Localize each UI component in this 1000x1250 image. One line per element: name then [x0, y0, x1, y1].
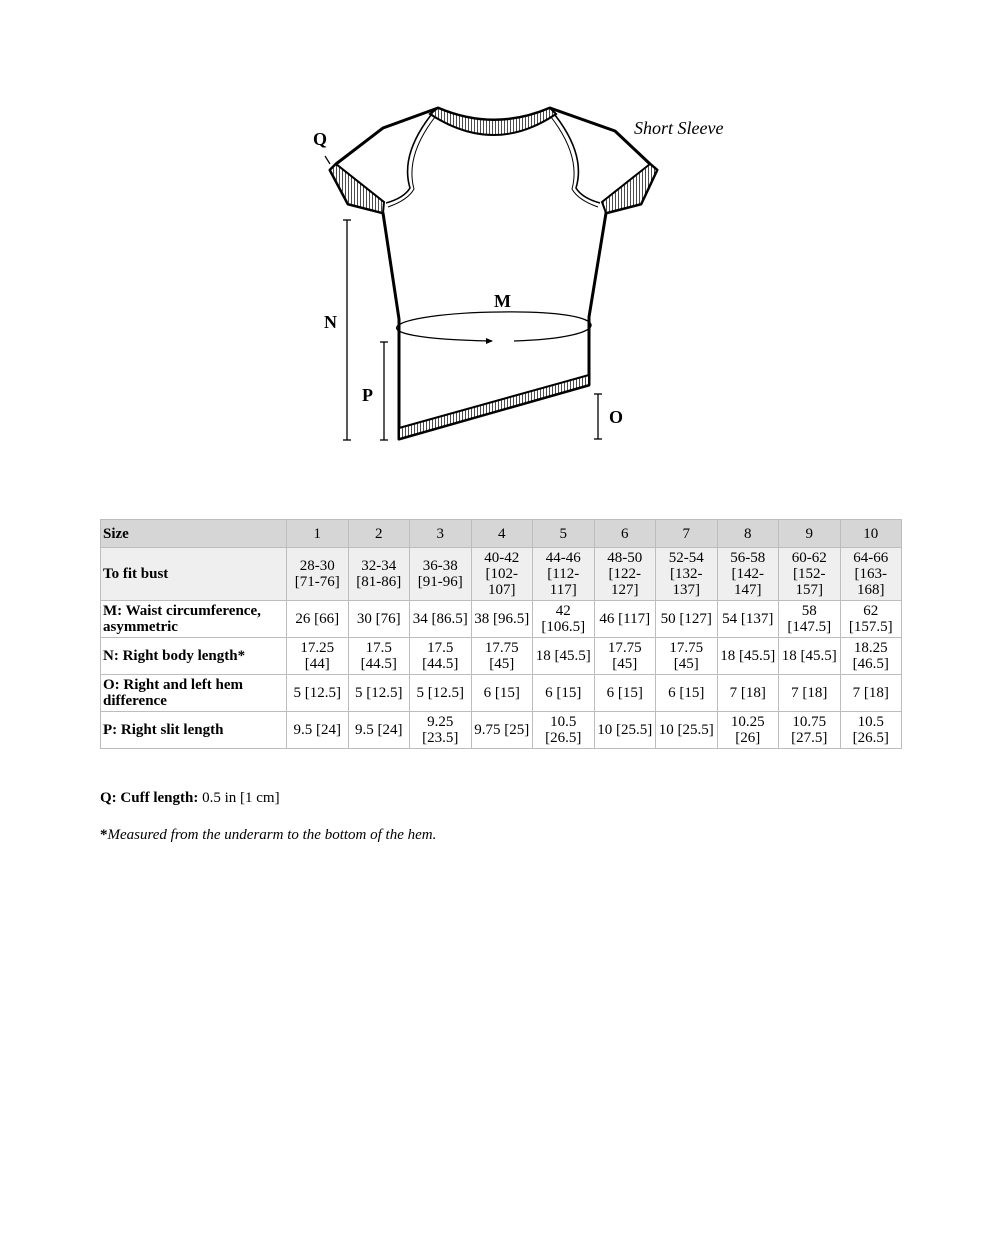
header-size-4: 4	[471, 520, 533, 548]
label-m: M	[494, 291, 511, 311]
label-p: P	[362, 385, 373, 405]
table-cell: 58 [147.5]	[779, 601, 841, 638]
header-size-1: 1	[287, 520, 349, 548]
cuff-length-note	[100, 791, 280, 806]
label-o: O	[609, 407, 624, 427]
table-cell: 10 [25.5]	[656, 712, 718, 749]
table-row	[101, 638, 902, 675]
garment-schematic	[300, 100, 760, 450]
table-cell: 5 [12.5]	[348, 675, 410, 712]
table-cell: 9.5 [24]	[348, 712, 410, 749]
table-cell: 9.25 [23.5]	[410, 712, 472, 749]
table-cell: 17.75 [45]	[656, 638, 718, 675]
table-row	[101, 548, 902, 601]
table-cell: 54 [137]	[717, 601, 779, 638]
table-cell: 17.5 [44.5]	[410, 638, 472, 675]
table-cell: 17.75 [45]	[594, 638, 656, 675]
table-cell: 17.75 [45]	[471, 638, 533, 675]
table-cell: 64-66 [163-168]	[840, 548, 902, 601]
table-row	[101, 675, 902, 712]
footnote	[100, 828, 436, 843]
garment-outline	[330, 108, 657, 439]
table-cell: 10.75 [27.5]	[779, 712, 841, 749]
row-label: To fit bust	[101, 548, 287, 601]
footnote-star: *	[100, 827, 108, 843]
table-cell: 50 [127]	[656, 601, 718, 638]
table-row	[101, 712, 902, 749]
table-cell: 42 [106.5]	[533, 601, 595, 638]
table-cell: 10.5 [26.5]	[533, 712, 595, 749]
table-cell: 10 [25.5]	[594, 712, 656, 749]
table-cell: 44-46 [112-117]	[533, 548, 595, 601]
row-label: N: Right body length*	[101, 638, 287, 675]
table-cell: 5 [12.5]	[410, 675, 472, 712]
table-cell: 6 [15]	[594, 675, 656, 712]
header-size-8: 8	[717, 520, 779, 548]
table-cell: 7 [18]	[840, 675, 902, 712]
table-cell: 28-30 [71-76]	[287, 548, 349, 601]
table-cell: 18 [45.5]	[533, 638, 595, 675]
row-label: M: Waist circumference, asymmetric	[101, 601, 287, 638]
header-size-7: 7	[656, 520, 718, 548]
table-cell: 10.5 [26.5]	[840, 712, 902, 749]
table-cell: 18 [45.5]	[717, 638, 779, 675]
table-cell: 9.5 [24]	[287, 712, 349, 749]
table-cell: 5 [12.5]	[287, 675, 349, 712]
row-label: P: Right slit length	[101, 712, 287, 749]
label-n: N	[324, 312, 337, 332]
table-cell: 32-34 [81-86]	[348, 548, 410, 601]
table-cell: 62 [157.5]	[840, 601, 902, 638]
header-size-3: 3	[410, 520, 472, 548]
header-size-2: 2	[348, 520, 410, 548]
table-cell: 9.75 [25]	[471, 712, 533, 749]
table-cell: 6 [15]	[656, 675, 718, 712]
header-size-6: 6	[594, 520, 656, 548]
table-cell: 26 [66]	[287, 601, 349, 638]
cuff-length-label: Q: Cuff length:	[100, 790, 199, 806]
table-cell: 56-58 [142-147]	[717, 548, 779, 601]
table-cell: 6 [15]	[533, 675, 595, 712]
table-row	[101, 601, 902, 638]
header-size-5: 5	[533, 520, 595, 548]
header-size-label: Size	[101, 520, 287, 548]
table-cell: 10.25 [26]	[717, 712, 779, 749]
table-cell: 40-42 [102-107]	[471, 548, 533, 601]
size-chart-table	[100, 519, 902, 749]
footnote-text: Measured from the underarm to the bottom of the hem.	[107, 827, 437, 843]
table-cell: 36-38 [91-96]	[410, 548, 472, 601]
row-label: O: Right and left hem difference	[101, 675, 287, 712]
table-cell: 17.25 [44]	[287, 638, 349, 675]
table-cell: 46 [117]	[594, 601, 656, 638]
table-cell: 52-54 [132-137]	[656, 548, 718, 601]
table-cell: 7 [18]	[779, 675, 841, 712]
cuff-length-value: 0.5 in [1 cm]	[202, 790, 280, 806]
table-cell: 17.5 [44.5]	[348, 638, 410, 675]
header-size-10: 10	[840, 520, 902, 548]
table-header-row	[101, 520, 902, 548]
table-cell: 18.25 [46.5]	[840, 638, 902, 675]
table-cell: 48-50 [122-127]	[594, 548, 656, 601]
table-cell: 30 [76]	[348, 601, 410, 638]
table-cell: 60-62 [152-157]	[779, 548, 841, 601]
header-size-9: 9	[779, 520, 841, 548]
table-cell: 34 [86.5]	[410, 601, 472, 638]
table-cell: 7 [18]	[717, 675, 779, 712]
table-cell: 6 [15]	[471, 675, 533, 712]
table-cell: 18 [45.5]	[779, 638, 841, 675]
style-name: Short Sleeve	[634, 118, 724, 138]
label-q: Q	[313, 129, 328, 149]
table-cell: 38 [96.5]	[471, 601, 533, 638]
q-measure-line	[325, 156, 330, 164]
